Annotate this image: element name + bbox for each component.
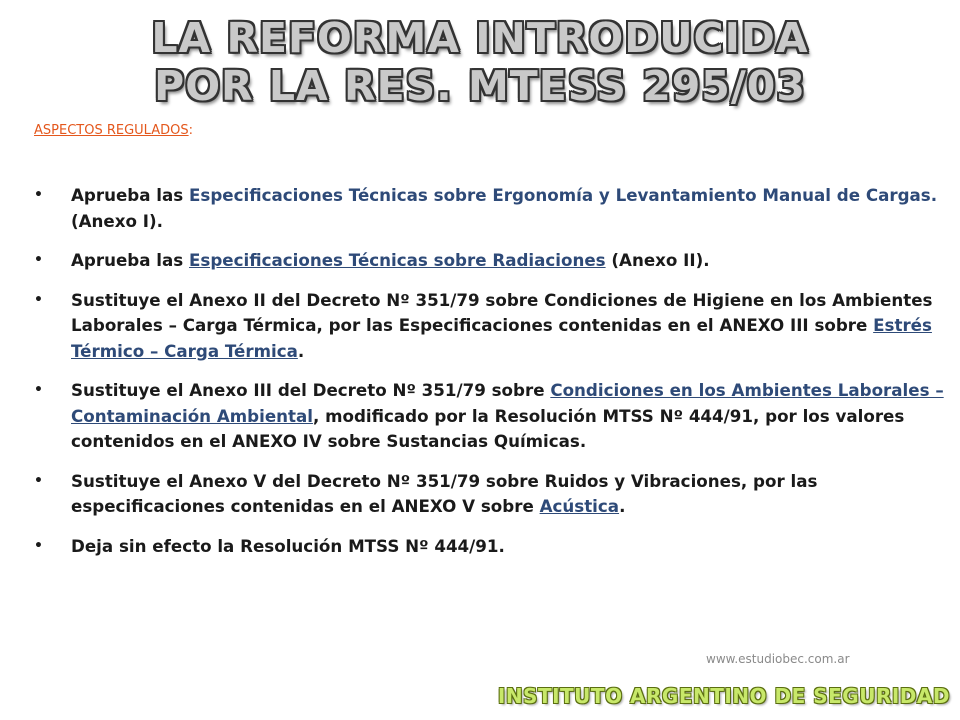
- bullet-item-1: [34, 183, 954, 234]
- slide-title: [0, 14, 960, 110]
- bullet-dot-icon: •: [34, 472, 43, 489]
- bullet-link-contaminacion[interactable]: Condiciones en los Ambientes Laborales – Contaminación Ambiental: [71, 380, 944, 426]
- bullet-link-estres-termico[interactable]: Estrés Térmico – Carga Térmica: [71, 315, 932, 361]
- bullet-text: Sustituye el Anexo III del Decreto Nº 351/79 sobre: [71, 380, 551, 400]
- bullet-text: .: [619, 496, 626, 516]
- bullet-text: Sustituye el Anexo V del Decreto Nº 351/79 sobre Ruidos y Vibraciones, por las especificaciones contenidas en el ANEXO V sobre: [71, 470, 818, 516]
- bullet-dot-icon: •: [34, 537, 43, 554]
- bullet-dot-icon: •: [34, 382, 43, 398]
- bullet-text: Aprueba las: [71, 185, 190, 205]
- section-subtitle: [34, 123, 193, 138]
- footer-url: www.estudiobec.com.ar: [706, 652, 850, 666]
- footer-brand: INSTITUTO ARGENTINO DE SEGURIDAD: [497, 684, 950, 708]
- bullet-item-5: [34, 469, 954, 520]
- slide-title-line-1: LA REFORMA INTRODUCIDA: [151, 14, 809, 62]
- bullet-text: (Anexo I).: [71, 210, 163, 231]
- bullet-text: .: [297, 340, 305, 361]
- bullet-item-6: [34, 534, 954, 560]
- bullet-link-acustica[interactable]: Acústica: [539, 496, 620, 516]
- bullet-text: (Anexo II).: [605, 250, 710, 270]
- bullet-dot-icon: •: [34, 187, 43, 203]
- bullet-text: Aprueba las: [71, 250, 190, 270]
- bullet-item-4: [34, 378, 954, 455]
- bullet-dot-icon: •: [34, 252, 43, 268]
- slide-title-line-2: POR LA RES. MTESS 295/03: [154, 62, 806, 110]
- bullet-item-2: [34, 248, 954, 274]
- bullet-text: , modificado por la Resolución MTSS Nº 444/91, por los valores contenidos en el ANEXO IV sobre Sustancias Químicas.: [71, 405, 905, 451]
- section-subtitle-link[interactable]: ASPECTOS REGULADOS: [34, 123, 189, 138]
- bullet-dot-icon: •: [34, 291, 43, 308]
- bullet-highlight: Especificaciones Técnicas sobre Ergonomía y Levantamiento Manual de Cargas.: [189, 185, 938, 205]
- bullet-item-3: [34, 288, 954, 365]
- bullet-link-radiaciones[interactable]: Especificaciones Técnicas sobre Radiaciones: [189, 250, 606, 270]
- bullet-text: Sustituye el Anexo II del Decreto Nº 351/79 sobre Condiciones de Higiene en los Ambientes Laborales – Carga Térmica, por las Especificaciones contenidas en el ANEXO III sobre: [71, 289, 933, 335]
- section-subtitle-colon: :: [188, 123, 193, 138]
- bullet-list: [34, 183, 954, 573]
- bullet-text: Deja sin efecto la Resolución MTSS Nº 444/91.: [71, 535, 505, 556]
